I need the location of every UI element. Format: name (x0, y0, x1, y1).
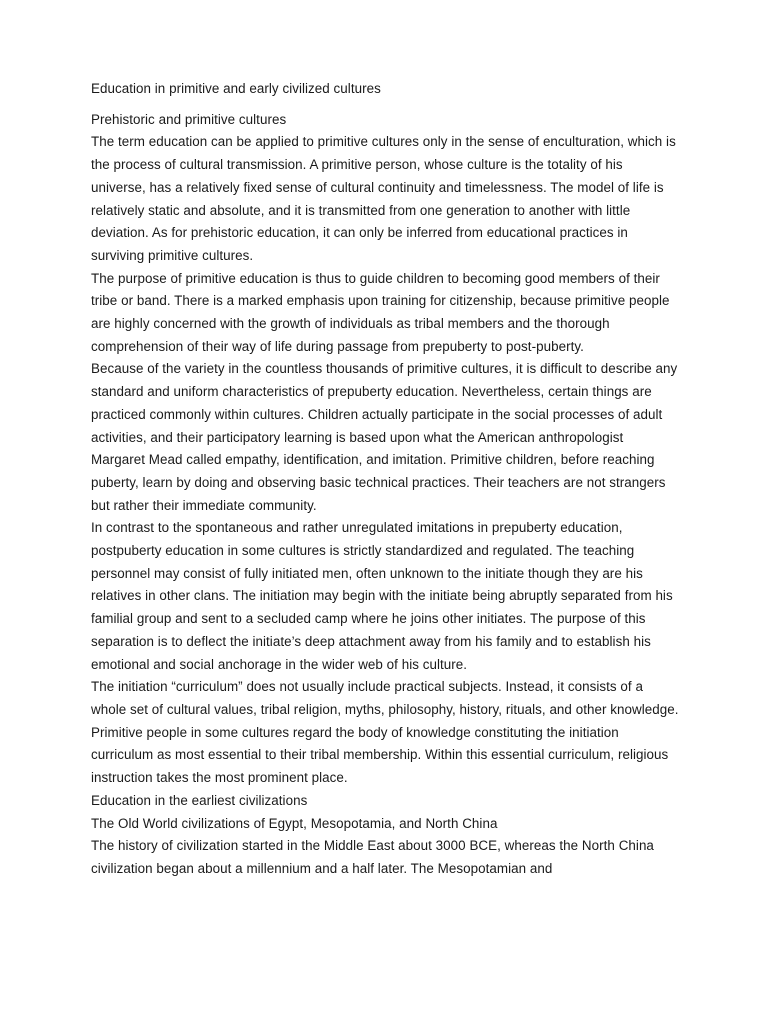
body-paragraph: Because of the variety in the countless thousands of primitive cultures, it is difficult to describe any standard and uniform characteristics of prepuberty education. Nevertheless, certain things are practiced commonly within cultures. Children actually participate in the social processes of adult activities, and their participatory learning is based upon what the American anthropologist Margaret Mead called empathy, identification, and imitation. Primitive children, before reaching puberty, learn by doing and observing basic technical practices. Their teachers are not strangers but rather their immediate community. (91, 361, 678, 513)
body-paragraph: The history of civilization started in the Middle East about 3000 BCE, whereas the North China civilization began about a millennium and a half later. The Mesopotamian and (91, 838, 654, 876)
body-paragraph: The term education can be applied to primitive cultures only in the sense of enculturation, which is the process of cultural transmission. A primitive person, whose culture is the totality of his universe, has a relatively fixed sense of cultural continuity and timelessness. The model of life is relatively static and absolute, and it is transmitted from one generation to another with little deviation. As for prehistoric education, it can only be inferred from educational practices in surviving primitive cultures. (91, 134, 676, 263)
section-heading: The Old World civilizations of Egypt, Mesopotamia, and North China (91, 815, 498, 831)
document-title: Education in primitive and early civilized cultures (91, 81, 381, 96)
section-heading: Prehistoric and primitive cultures (91, 111, 287, 127)
body-paragraph: In contrast to the spontaneous and rather unregulated imitations in prepuberty education, postpuberty education in some cultures is strictly standardized and regulated. The teaching personnel may consist of fully initiated men, often unknown to the initiate though they are his relatives in other clans. The initiation may begin with the initiate being abruptly separated from his familial group and sent to a secluded camp where he joins other initiates. The purpose of this separation is to deflect the initiate’s deep attachment away from his family and to establish his emotional and social anchorage in the wider web of his culture. (91, 520, 673, 672)
section-heading: Education in the earliest civilizations (91, 792, 308, 808)
body-paragraph: The purpose of primitive education is thus to guide children to becoming good members of their tribe or band. There is a marked emphasis upon training for citizenship, because primitive people are highly concerned with the growth of individuals as tribal members and the thorough comprehension of their way of life during passage from prepuberty to post-puberty. (91, 270, 670, 354)
body-paragraph: The initiation “curriculum” does not usually include practical subjects. Instead, it consists of a whole set of cultural values, tribal religion, myths, philosophy, history, rituals, and other knowledge. Primitive people in some cultures regard the body of knowledge constituting the initiation curriculum as most essential to their tribal membership. Within this essential curriculum, religious instruction takes the most prominent place. (91, 679, 679, 786)
document-body (91, 78, 681, 881)
document-blocks (91, 109, 681, 881)
